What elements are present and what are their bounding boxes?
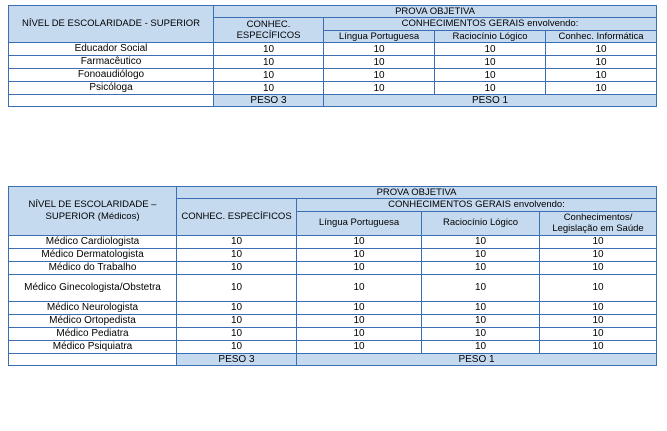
t2-cell-value: 10 — [422, 301, 540, 314]
t1-cell-value: 10 — [214, 43, 324, 56]
t2-row-label: Médico Pediatra — [9, 327, 177, 340]
t2-row-label: Médico do Trabalho — [9, 261, 177, 274]
t1-col-raciocinio-logico: Raciocínio Lógico — [435, 30, 546, 42]
t1-cell-value: 10 — [546, 43, 657, 56]
t2-cell-value: 10 — [177, 314, 297, 327]
t2-col-raciocinio-logico: Raciocínio Lógico — [422, 211, 540, 235]
t1-peso-gerais: PESO 1 — [324, 95, 657, 107]
t2-cell-value: 10 — [177, 261, 297, 274]
t2-cell-value: 10 — [422, 235, 540, 248]
t2-cell-value: 10 — [297, 235, 422, 248]
t1-conhec-especificos: CONHEC. ESPECÍFICOS — [214, 18, 324, 43]
t2-col-lingua-portuguesa: Língua Portuguesa — [297, 211, 422, 235]
t2-cell-value: 10 — [540, 235, 657, 248]
t1-conhecimentos-gerais: CONHECIMENTOS GERAIS envolvendo: — [324, 18, 657, 30]
t1-row-label: Educador Social — [9, 43, 214, 56]
t2-row-label: Médico Neurologista — [9, 301, 177, 314]
t2-cell-value: 10 — [177, 248, 297, 261]
t2-cell-value: 10 — [177, 301, 297, 314]
table-row — [9, 274, 657, 301]
t2-cell-value: 10 — [540, 248, 657, 261]
t2-cell-value: 10 — [422, 340, 540, 353]
t2-row-label: Médico Dermatologista — [9, 248, 177, 261]
t1-cell-value: 10 — [324, 43, 435, 56]
t1-peso-especificos: PESO 3 — [214, 95, 324, 107]
t2-peso-especificos: PESO 3 — [177, 353, 297, 365]
t2-cell-value: 10 — [422, 248, 540, 261]
t1-cell-value: 10 — [435, 82, 546, 95]
t1-cell-value: 10 — [435, 69, 546, 82]
table-row — [9, 43, 657, 56]
table-row — [9, 187, 657, 199]
t1-cell-value: 10 — [546, 56, 657, 69]
t2-prova-objetiva: PROVA OBJETIVA — [177, 187, 657, 199]
t2-cell-value: 10 — [297, 314, 422, 327]
table-row — [9, 314, 657, 327]
t1-col-lingua-portuguesa: Língua Portuguesa — [324, 30, 435, 42]
t2-conhec-especificos: CONHEC. ESPECÍFICOS — [177, 199, 297, 235]
table-row — [9, 261, 657, 274]
t2-cell-value: 10 — [297, 261, 422, 274]
t2-cell-value: 10 — [177, 327, 297, 340]
t2-left-header: NÍVEL DE ESCOLARIDADE – SUPERIOR (Médicos) — [9, 187, 177, 236]
t1-col-conhec-informatica: Conhec. Informática — [546, 30, 657, 42]
t2-cell-value: 10 — [540, 327, 657, 340]
t1-cell-value: 10 — [435, 56, 546, 69]
t2-row-label: Médico Psiquiatra — [9, 340, 177, 353]
table-row — [9, 327, 657, 340]
t1-row-label: Psicóloga — [9, 82, 214, 95]
table-row — [9, 6, 657, 18]
t2-cell-value: 10 — [177, 340, 297, 353]
t2-row-label: Médico Cardiologista — [9, 235, 177, 248]
t2-cell-value: 10 — [297, 340, 422, 353]
t1-row-label: Fonoaudiólogo — [9, 69, 214, 82]
t1-cell-value: 10 — [214, 56, 324, 69]
table-row — [9, 353, 657, 365]
t2-row-label: Médico Ortopedista — [9, 314, 177, 327]
table-row — [9, 82, 657, 95]
t2-peso-gerais: PESO 1 — [297, 353, 657, 365]
t2-cell-value: 10 — [177, 274, 297, 301]
t1-left-header: NÍVEL DE ESCOLARIDADE - SUPERIOR — [9, 6, 214, 43]
t2-cell-value: 10 — [297, 248, 422, 261]
t2-conhecimentos-gerais: CONHECIMENTOS GERAIS envolvendo: — [297, 199, 657, 211]
t2-cell-value: 10 — [297, 301, 422, 314]
table-row — [9, 235, 657, 248]
t1-cell-value: 10 — [546, 69, 657, 82]
t2-cell-value: 10 — [540, 261, 657, 274]
t1-cell-value: 10 — [546, 82, 657, 95]
t2-cell-value: 10 — [297, 327, 422, 340]
table-row — [9, 340, 657, 353]
t2-cell-value: 10 — [297, 274, 422, 301]
table-row — [9, 301, 657, 314]
t1-row-label: Farmacêutico — [9, 56, 214, 69]
t2-cell-value: 10 — [422, 327, 540, 340]
t2-cell-value: 10 — [422, 314, 540, 327]
t1-cell-value: 10 — [324, 69, 435, 82]
t1-cell-value: 10 — [324, 82, 435, 95]
t1-cell-value: 10 — [214, 69, 324, 82]
t1-cell-value: 10 — [435, 43, 546, 56]
t2-cell-value: 10 — [540, 301, 657, 314]
t2-cell-value: 10 — [540, 314, 657, 327]
t2-cell-value: 10 — [540, 274, 657, 301]
t2-col-conhecimentos-legislacao-saude: Conhecimentos/ Legislação em Saúde — [540, 211, 657, 235]
t1-cell-value: 10 — [324, 56, 435, 69]
t2-cell-value: 10 — [422, 274, 540, 301]
t2-cell-value: 10 — [177, 235, 297, 248]
exam-table-medicos — [8, 186, 657, 366]
t1-empty-corner — [9, 95, 214, 107]
t2-cell-value: 10 — [540, 340, 657, 353]
t2-row-label: Médico Ginecologista/Obstetra — [9, 274, 177, 301]
t1-prova-objetiva: PROVA OBJETIVA — [214, 6, 657, 18]
exam-table-superior — [8, 5, 657, 107]
table-row — [9, 69, 657, 82]
table-row — [9, 95, 657, 107]
table-row — [9, 248, 657, 261]
t1-cell-value: 10 — [214, 82, 324, 95]
table-row — [9, 56, 657, 69]
t2-empty-corner — [9, 353, 177, 365]
t2-cell-value: 10 — [422, 261, 540, 274]
